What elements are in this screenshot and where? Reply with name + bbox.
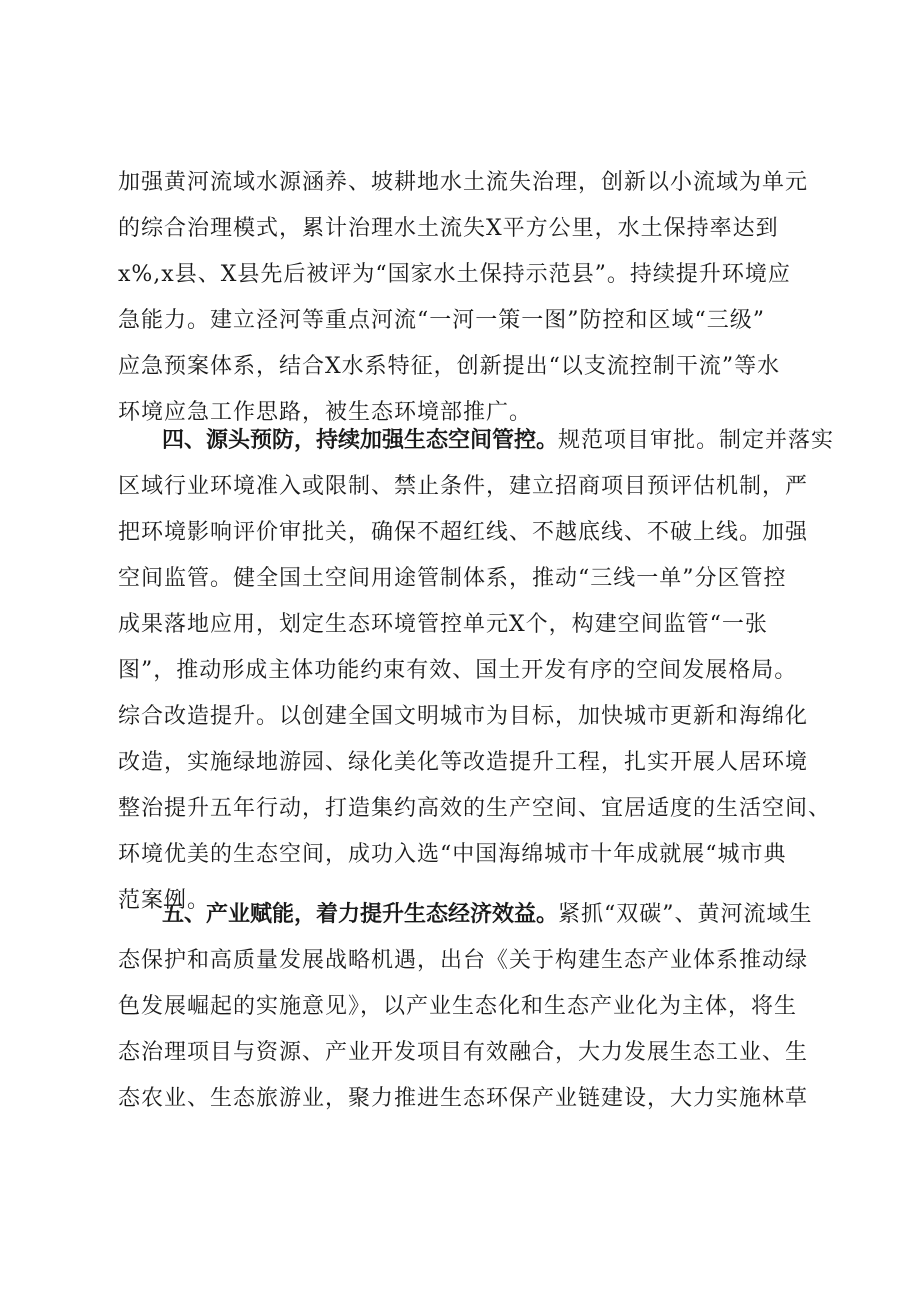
text-line: 整治提升五年行动，打造集约高效的生产空间、宜居适度的生活空间、 [118,796,832,821]
text-line: 加强黄河流域水源涵养、坡耕地水土流失治理，创新以小流域为单元 [118,170,809,195]
text-line: 把环境影响评价审批关，确保不超红线、不越底线、不破上线。加强 [118,520,809,545]
text-line: 的综合治理模式，累计治理水土流失X平方公里，水土保持率达到 [118,216,779,241]
text-line: 综合改造提升。以创建全国文明城市为目标，加快城市更新和海绵化 [118,704,809,729]
paragraph-first-line [118,892,823,938]
text-line: 成果落地应用，划定生态环境管控单元X个，构建空间监管“一张 [118,612,768,637]
text-line: 区域行业环境准入或限制、禁止条件，建立招商项目预评估机制，严 [118,474,809,499]
text-line: 色发展崛起的实施意见》，以产业生态化和生态产业化为主体，将生 [118,994,798,1019]
text-line: x%,x县、X县先后被评为“国家水土保持示范县”。持续提升环境应 [118,262,791,287]
text-line: 环境应急工作思路，被生态环境部推广。 [118,400,533,425]
text-line: 应急预案体系，结合X水系特征，创新提出“以支流控制干流”等水 [118,354,781,379]
text-run: 紧抓“双碳”、黄河流域生 [558,902,813,927]
section-heading-five: 五、产业赋能，着力提升生态经济效益。 [162,902,559,927]
text-line: 范案例。 [118,888,211,913]
text-line: 态治理项目与资源、产业开发项目有效融合，大力发展生态工业、生 [118,1040,809,1065]
paragraph-first-line [118,418,835,464]
text-line: 态保护和高质量发展战略机遇，出台《关于构建生态产业体系推动绿 [118,948,809,973]
text-line: 改造，实施绿地游园、绿化美化等改造提升工程，扎实开展人居环境 [118,750,809,775]
text-line: 环境优美的生态空间，成功入选“中国海绵城市十年成就展“城市典 [118,842,787,867]
paragraph-water-soil [118,160,823,436]
section-heading-four: 四、源头预防，持续加强生态空间管控。 [162,428,559,453]
text-line: 空间监管。健全国土空间用途管制体系，推动“三线一单”分区管控 [118,566,787,591]
paragraph-industry-empowerment [118,892,823,1122]
text-line: 图”，推动形成主体功能约束有效、国土开发有序的空间发展格局。 [118,658,798,683]
text-run: 规范项目审批。制定并落实 [558,428,835,453]
text-line: 急能力。建立泾河等重点河流“一河一策一图”防控和区域“三级” [118,308,765,333]
text-line: 态农业、生态旅游业，聚力推进生态环保产业链建设，大力实施林草 [118,1086,809,1111]
paragraph-source-prevention [118,418,835,924]
